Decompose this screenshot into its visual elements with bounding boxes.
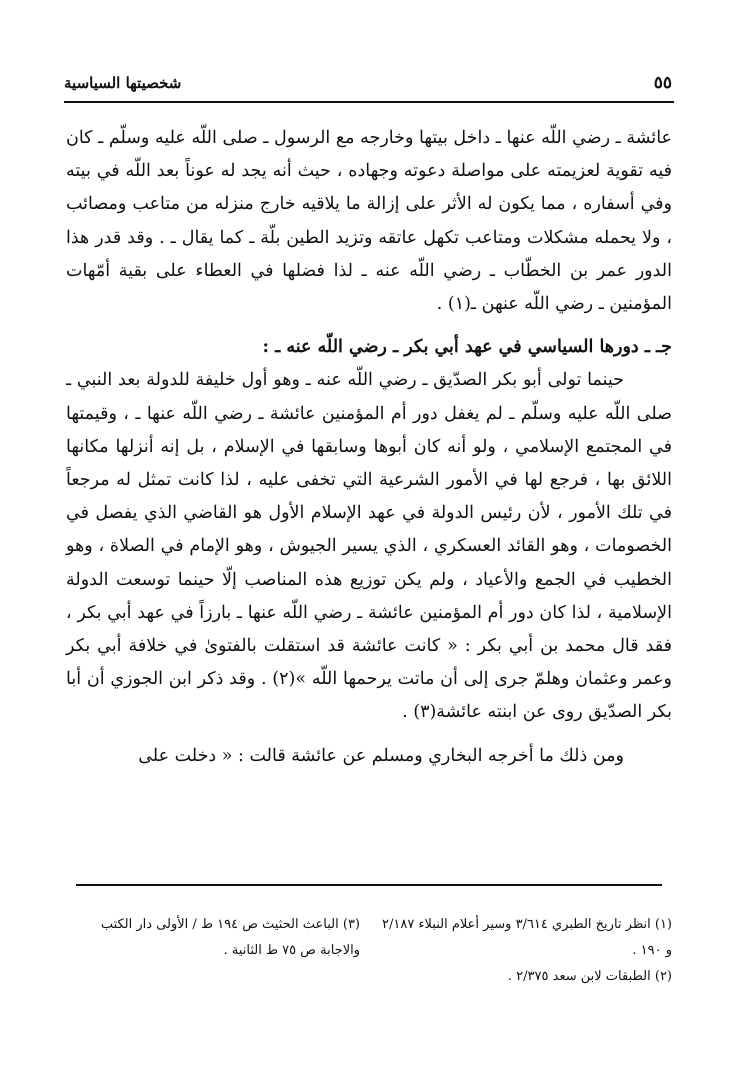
paragraph-2: حينما تولى أبو بكر الصدّيق ـ رضي اللّه عنه ـ وهو أول خليفة للدولة بعد النبي ـ صلى اللّه عليه وسلّم ـ لم يغفل دور أم المؤمنين عائشة ـ رضي اللّه عنها ـ ، وقيمتها في المجتمع الإسلامي ، ولو أنه كان أبوها وسابقها في الإسلام ، بل إنه أنزلها مكانها اللائق بها ، فرجع لها في الأمور الشرعية التي تخفى عليه ، لذا كانت تمثل له مرجعاً في تلك الأمور ، لأن رئيس الدولة في عهد الإسلام الأول هو القاضي الذي يفصل في الخصومات ، وهو القائد العسكري ، الذي يسير الجيوش ، وهو الإمام في الصلاة ، وهو الخطيب في الجمع والأعياد ، ولم يكن توزيع هذه المناصب إلّا حينما توسعت الدولة الإسلامية ، لذا كان دور أم المؤمنين عائشة ـ رضي اللّه عنها ـ بارزاً في عهد أبي بكر ، فقد قال محمد بن أبي بكر : « كانت عائشة قد استقلت بالفتوىٰ في خلافة أبي بكر وعمر وعثمان وهلمّ جرى إلى أن ماتت يرحمها اللّه »(٢) . وقد ذكر ابن الجوزي أن أبا بكر الصدّيق روى عن ابنته عائشة(٣) . (66, 370, 673, 723)
header-rule (64, 101, 674, 103)
footnotes-column-right (372, 912, 672, 990)
page-header (64, 68, 672, 98)
footnotes-column-left (70, 912, 360, 990)
footnote-1: (١) انظر تاريخ الطبري ٣/٦١٤ وسير أعلام النبلاء ٢/١٨٧ و ١٩٠ . (382, 917, 672, 958)
footnote-rule (76, 884, 662, 886)
running-title: شخصيتها السياسية (64, 74, 182, 92)
paragraph-3: ومن ذلك ما أخرجه البخاري ومسلم عن عائشة قالت : « دخلت على (138, 745, 624, 766)
footnotes (70, 912, 672, 990)
footnote-3: (٣) الباعث الحثيث ص ١٩٤ ط / الأولى دار الكتب والاجابة ص ٧٥ ط الثانية . (100, 917, 360, 958)
page-number: ٥٥ (653, 73, 672, 93)
paragraph-1: عائشة ـ رضي اللّه عنها ـ داخل بيتها وخارجه مع الرسول ـ صلى اللّه عليه وسلّم ـ كان فيه تقوية لعزيمته على مواصلة دعوته وجهاده ، حيث أنه يجد له عوناً بعد اللّه في بيته وفي أسفاره ، مما يكون له الأثر على إزالة ما يلاقيه خارج منزله من متاعب ومصائب ، ولا يحمله مشكلات ومتاعب تكهل عاتقه وتزيد الطين بلّة ـ كما يقال ـ . وقد قدر هذا الدور عمر بن الخطّاب ـ رضي اللّه عنه ـ لذا فضلها في العطاء على بقية أمّهات المؤمنين ـ رضي اللّه عنهن ـ(١) . (66, 128, 672, 315)
section-heading: جـ ـ دورها السياسي في عهد أبي بكر ـ رضي اللّه عنه ـ : (262, 337, 672, 358)
footnote-2: (٢) الطبقات لابن سعد ٢/٣٧٥ . (507, 969, 672, 984)
main-text (66, 122, 672, 773)
